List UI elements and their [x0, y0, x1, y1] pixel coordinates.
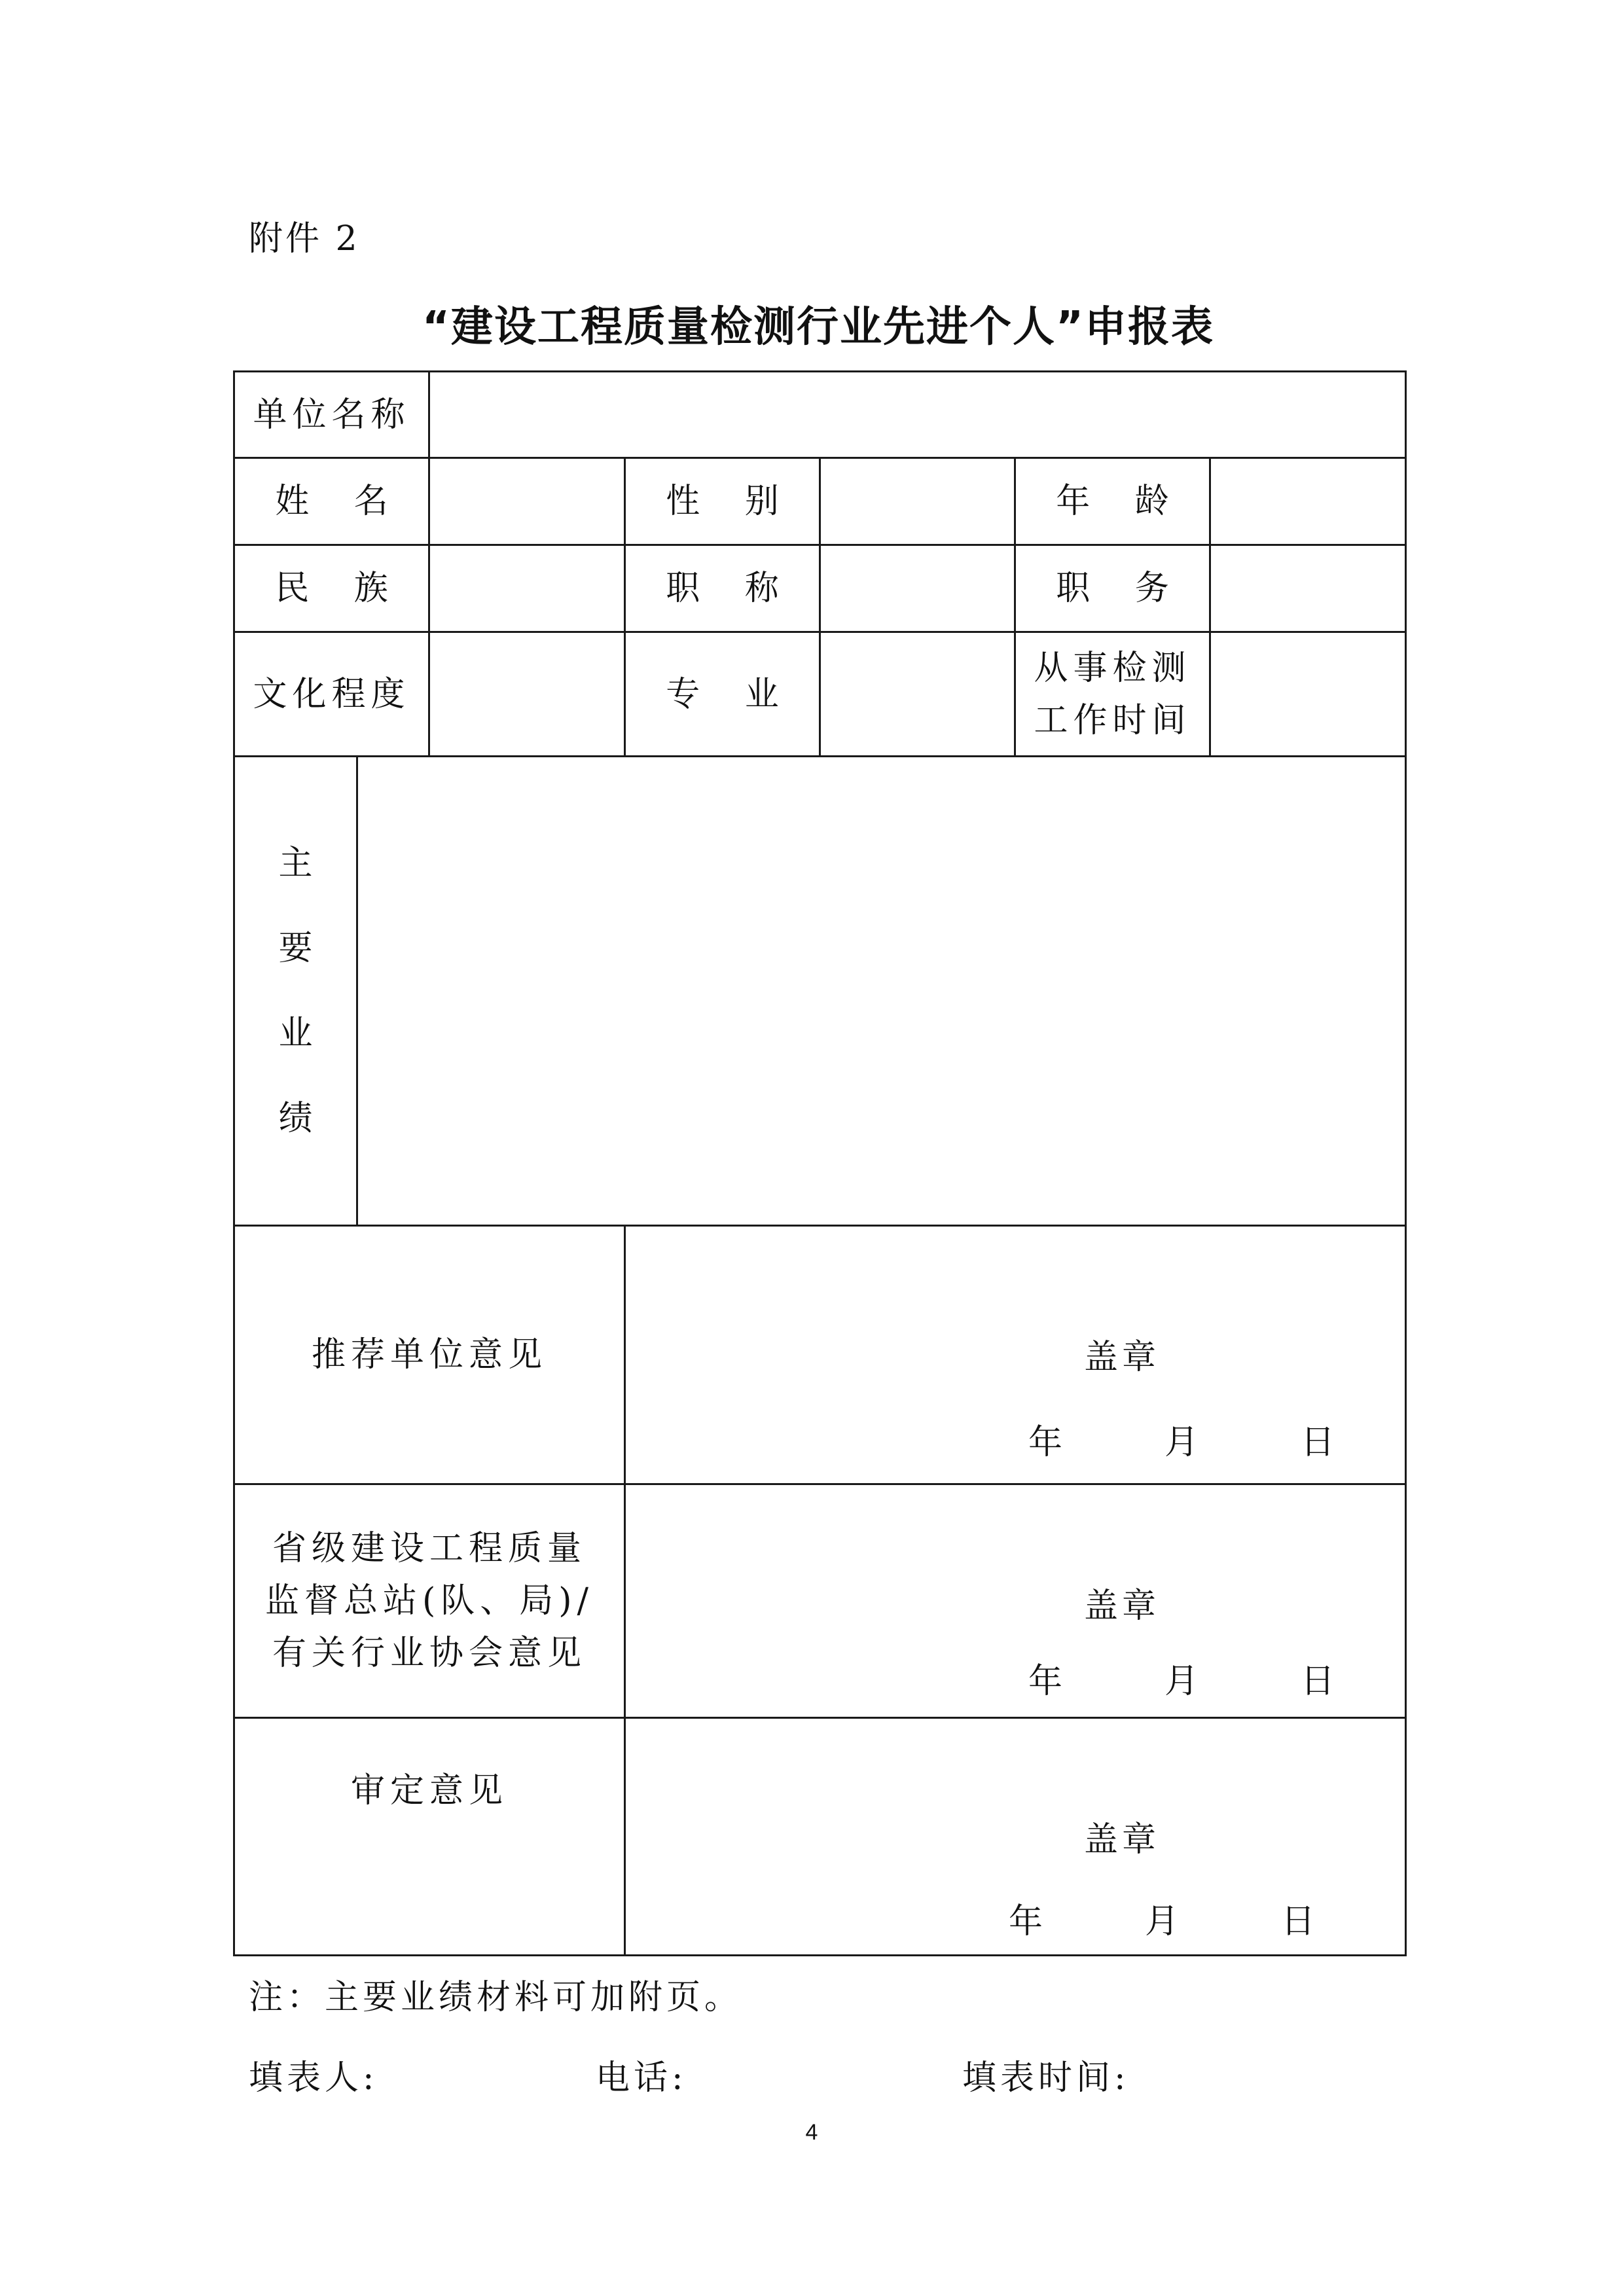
form-row-unit [234, 372, 1406, 458]
achievements-label-cell [234, 757, 357, 1226]
attachment-label: 附件 2 [249, 219, 360, 259]
recommender-opinion-label: 推荐单位意见 [312, 1335, 548, 1374]
form-title: “建设工程质量检测行业先进个人”申报表 [422, 303, 1215, 351]
phone-label: 电话: [596, 2058, 687, 2098]
position-label: 职 务 [1056, 569, 1169, 608]
ethnicity-field[interactable] [429, 545, 625, 632]
achievements-char-4: 绩 [278, 1099, 313, 1138]
form-row-approval [234, 1718, 1406, 1956]
fill-time-label: 填表时间: [962, 2058, 1130, 2098]
provincial-opinion-label-line2: 监督总站(队、局)/ [264, 1581, 594, 1621]
approval-opinion-label: 审定意见 [351, 1771, 509, 1810]
provincial-opinion-label-line1: 省级建设工程质量 [272, 1529, 587, 1568]
approval-opinion-field[interactable] [625, 1718, 1406, 1956]
form-row-ethnicity [234, 545, 1406, 632]
recommender-opinion-field[interactable] [625, 1226, 1406, 1484]
provincial-opinion-label-line3: 有关行业协会意见 [272, 1634, 587, 1673]
form-row-recommender [234, 1226, 1406, 1484]
approval-opinion-label-cell [234, 1718, 625, 1956]
gender-label-cell [625, 458, 820, 545]
testing-years-field[interactable] [1210, 632, 1406, 757]
age-label: 年 龄 [1056, 482, 1169, 521]
name-field[interactable] [429, 458, 625, 545]
achievements-char-2: 要 [278, 929, 313, 968]
major-label: 专 业 [666, 674, 779, 714]
gender-field[interactable] [820, 458, 1015, 545]
gender-label: 性 别 [666, 482, 779, 521]
education-label-cell [234, 632, 429, 757]
form-row-name [234, 458, 1406, 545]
testing-years-label-cell [1015, 632, 1210, 757]
achievements-char-1: 主 [278, 844, 313, 883]
ethnicity-label: 民 族 [275, 569, 388, 608]
education-label: 文化程度 [253, 674, 410, 714]
application-form-table [233, 370, 1407, 1956]
name-label-cell [234, 458, 429, 545]
unit-name-field[interactable] [429, 372, 1406, 458]
form-row-achievements [234, 757, 1406, 1226]
age-field[interactable] [1210, 458, 1406, 545]
page-number: 4 [805, 2120, 818, 2145]
recommender-seal-label: 盖章 [1084, 1338, 1161, 1377]
achievements-char-3: 业 [278, 1014, 313, 1053]
provincial-seal-label: 盖章 [1084, 1587, 1161, 1626]
age-label-cell [1015, 458, 1210, 545]
unit-name-label-cell [234, 372, 429, 458]
approval-date-label: 年 月 日 [1009, 1902, 1316, 1941]
form-row-provincial [234, 1484, 1406, 1718]
professional-title-label-cell [625, 545, 820, 632]
major-label-cell [625, 632, 820, 757]
attachment-note: 注：主要业绩材料可加附页。 [249, 1978, 743, 2017]
achievements-field[interactable] [357, 757, 1406, 1226]
form-row-education [234, 632, 1406, 757]
professional-title-label: 职 称 [666, 569, 779, 608]
professional-title-field[interactable] [820, 545, 1015, 632]
provincial-date-label: 年 月 日 [1028, 1662, 1335, 1701]
position-label-cell [1015, 545, 1210, 632]
ethnicity-label-cell [234, 545, 429, 632]
major-field[interactable] [820, 632, 1015, 757]
testing-years-label-line1: 从事检测 [1034, 648, 1191, 688]
approval-seal-label: 盖章 [1084, 1820, 1161, 1859]
recommender-date-label: 年 月 日 [1028, 1423, 1335, 1462]
testing-years-label-line2: 工作时间 [1034, 700, 1191, 740]
recommender-opinion-label-cell [234, 1226, 625, 1484]
position-field[interactable] [1210, 545, 1406, 632]
name-label: 姓 名 [275, 482, 388, 521]
unit-name-label: 单位名称 [253, 395, 410, 435]
provincial-opinion-field[interactable] [625, 1484, 1406, 1718]
education-field[interactable] [429, 632, 625, 757]
provincial-opinion-label-cell [234, 1484, 625, 1718]
filler-label: 填表人: [249, 2058, 378, 2098]
